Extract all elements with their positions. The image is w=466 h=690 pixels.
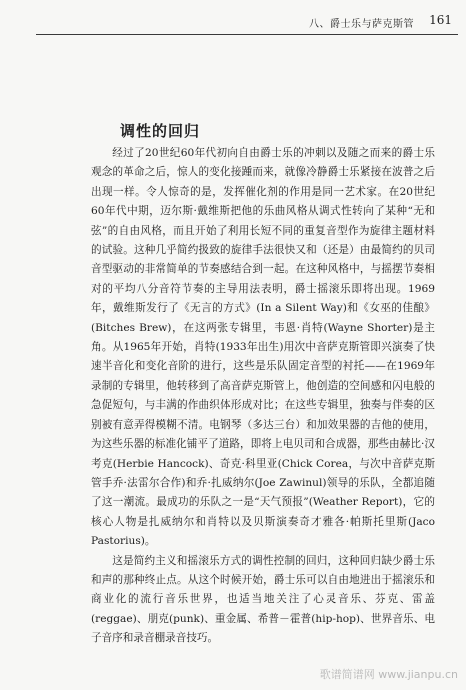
chapter-title: 八、爵士乐与萨克斯管 xyxy=(309,19,414,30)
running-header xyxy=(0,13,466,35)
paragraph: 经过了20世纪60年代初向自由爵士乐的冲刺以及随之而来的爵士乐观念的革命之后，惊人的变化接踵而来，就像冷静爵士乐紧接在波普之后出现一样。令人惊奇的是，发挥催化剂的作用是同一艺术家。在20世纪60年代中期，迈尔斯·戴维斯把他的乐曲风格从调式性转向了某种“无和弦”的自由风格，而且开始了利用长短不同的重复音型作为旋律主题材料的试验。这种几乎简约扱致的旋律手法很快又和（还是）由最简约的贝司音型驱动的非常简单的节奏感结合到一起。在这种风格中，与摇摆节奏相对的平均八分音符节奏的主导用法表明，爵士摇滚乐即将出现。1969年，戴维斯发行了《无言的方式》(In a Silent Way)和《女巫的佳酿》(Bitches Brew)，在这两张专辑里，韦恩·肖特(Wayne Shorter)是主角。从1965年开始，肖特(1933年出生)用次中音萨克斯管即兴演奏了快速半音化和变化音阶的进行，这些是乐队固定音型的衬托——在1969年录制的专辑里，他转移到了高音萨克斯管上，他创造的空间感和闪电般的急促短句，与丰满的作曲织体形成对比；在这些专辑里，独奏与伴奏的区别被有意弄得模糊不清。电钢琴（多达三台）和加效果器的吉他的使用，为这些乐器的标准化铺平了道路，即将上电贝司和合成器，那些由赫比·汉考克(Herbie Hancock)、奇克·科里亚(Chick Corea，与次中音萨克斯管手乔·法雷尔合作)和乔·扎威纳尔(Joe Zawinul)领导的乐队，全都追随了这一潮流。最成功的乐队之一是“天气预报”(Weather Report)，它的核心人物是扎威纳尔和肖特以及贝斯演奏奇才雅各·帕斯托里斯(Jaco Pastorius)。 xyxy=(91,147,435,548)
body-text xyxy=(91,144,435,649)
page-number: 161 xyxy=(429,13,452,27)
paragraph: 这是简约主义和摇滚乐方式的调性控制的回归，这种回归缺少爵士乐和声的那种终止点。从这个时候开始，爵士乐可以自由地进出于摇滚乐和商业化的流行音乐世界，也适当地关注了心灵音乐、芬克、雷盖(reggae)、朋克(punk)、重金属、希普－霍普(hip-hop)、世界音乐、电子音序和录音棚录音技巧。 xyxy=(91,554,435,645)
watermark: 歌谱简谱网 www.jianpu.cn xyxy=(319,668,458,681)
section-heading: 调性的回归 xyxy=(120,122,201,140)
header-rule xyxy=(36,34,458,35)
